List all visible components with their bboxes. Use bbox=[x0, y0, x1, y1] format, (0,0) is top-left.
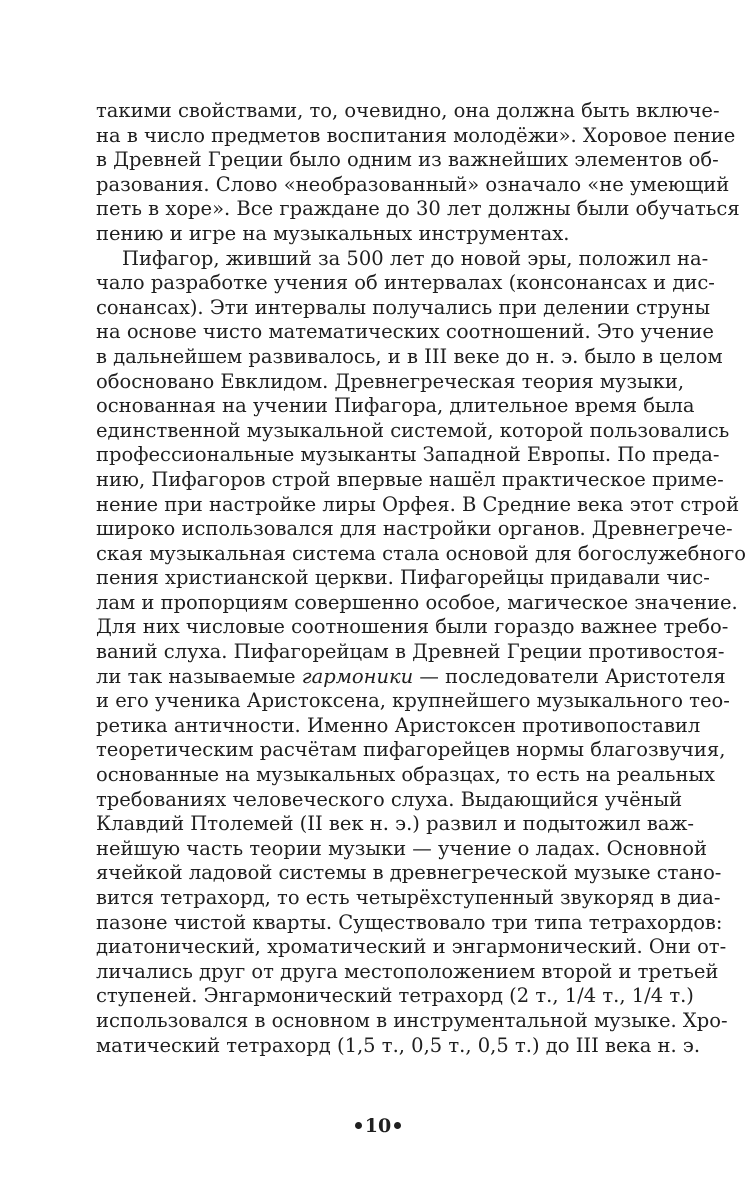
text-line: теоретическим расчётам пифагорейцев нормы благозвучия, bbox=[96, 738, 726, 762]
italic-term: гармоники bbox=[301, 664, 414, 688]
text-line: ская музыкальная система стала основой для богослужебного bbox=[96, 541, 747, 565]
text-line: чало разработке учения об интервалах (консонансах и дис- bbox=[96, 271, 715, 295]
text-line: Пифагор, живший за 500 лет до новой эры, положил на- bbox=[122, 246, 709, 270]
page-number bbox=[0, 1115, 756, 1137]
text-line: ячейкой ладовой системы в древнегреческой музыке стано- bbox=[96, 861, 722, 885]
text-line: пазоне чистой кварты. Существовало три типа тетрахордов: bbox=[96, 910, 723, 934]
bullet-dot-right bbox=[394, 1122, 401, 1129]
page-text bbox=[96, 99, 747, 1058]
text-line: требованиях человеческого слуха. Выдающийся учёный bbox=[96, 787, 683, 811]
text-line: пения христианской церкви. Пифагорейцы придавали чис- bbox=[96, 566, 710, 590]
text-line: и его ученика Аристоксена, крупнейшего музыкального тео- bbox=[96, 689, 730, 713]
paragraph-1 bbox=[96, 99, 740, 247]
text-line: нию, Пифагоров строй впервые нашёл практическое приме- bbox=[96, 467, 724, 491]
text-line: использовался в основном в инструментальной музыке. Хро- bbox=[96, 1008, 728, 1032]
text-line: лам и пропорциям совершенно особое, магическое значение. bbox=[96, 590, 738, 614]
text-line: диатонический, хроматический и энгармонический. Они от- bbox=[96, 935, 727, 959]
text-line: ваний слуха. Пифагорейцам в Древней Греции противостоя- bbox=[96, 640, 725, 664]
text-segment: ли так называемые bbox=[96, 664, 302, 688]
text-line: в дальнейшем развивалось, и в III веке до н. э. было в целом bbox=[96, 344, 723, 368]
page-number-text: 10 bbox=[364, 1115, 392, 1137]
text-line: единственной музыкальной системой, которой пользовались bbox=[96, 418, 730, 442]
text-line: матический тетрахорд (1,5 т., 0,5 т., 0,5 т.) до III века н. э. bbox=[96, 1033, 701, 1057]
text-line: нение при настройке лиры Орфея. В Средние века этот строй bbox=[96, 492, 740, 516]
text-line: нейшую часть теории музыки — учение о ладах. Основной bbox=[96, 836, 707, 860]
text-line: Клавдий Птолемей (II век н. э.) развил и подытожил важ- bbox=[96, 812, 695, 836]
paragraph-2 bbox=[96, 246, 747, 1059]
text-line: обосновано Евклидом. Древнегреческая теория музыки, bbox=[96, 369, 685, 393]
text-line: профессиональные музыканты Западной Европы. По преда- bbox=[96, 443, 720, 467]
text-line: ступеней. Энгармонический тетрахорд (2 т., 1/4 т., 1/4 т.) bbox=[96, 984, 694, 1008]
text-line: разования. Слово «необразованный» означало «не умеющий bbox=[96, 172, 730, 196]
text-line: пению и игре на музыкальных инструментах. bbox=[96, 221, 570, 245]
text-line: личались друг от друга местоположением второй и третьей bbox=[96, 959, 719, 983]
text-line: сонансах). Эти интервалы получались при делении струны bbox=[96, 295, 711, 319]
text-line: вится тетрахорд, то есть четырёхступенный звукоряд в диа- bbox=[96, 886, 721, 909]
text-line: петь в хоре». Все граждане до 30 лет должны были обучаться bbox=[96, 197, 740, 221]
text-line: широко использовался для настройки органов. Древнегрече- bbox=[96, 517, 733, 541]
text-line: ретика античности. Именно Аристоксен противопоставил bbox=[96, 713, 701, 737]
text-line: на в число предметов воспитания молодёжи». Хоровое пение bbox=[96, 123, 736, 147]
text-segment: — последователи Аристотеля bbox=[413, 664, 726, 688]
text-line: Для них числовые соотношения были гораздо важнее требо- bbox=[96, 615, 729, 639]
bullet-dot-left bbox=[355, 1122, 362, 1129]
text-line: основанная на учении Пифагора, длительное время была bbox=[96, 394, 695, 418]
text-line: основанные на музыкальных образцах, то есть на реальных bbox=[96, 763, 715, 787]
text-line: в Древней Греции было одним из важнейших элементов об- bbox=[96, 148, 719, 172]
text-line: на основе чисто математических соотношений. Это учение bbox=[96, 320, 714, 344]
text-line: такими свойствами, то, очевидно, она должна быть включе- bbox=[96, 99, 720, 122]
text-line-with-italic bbox=[96, 664, 726, 690]
